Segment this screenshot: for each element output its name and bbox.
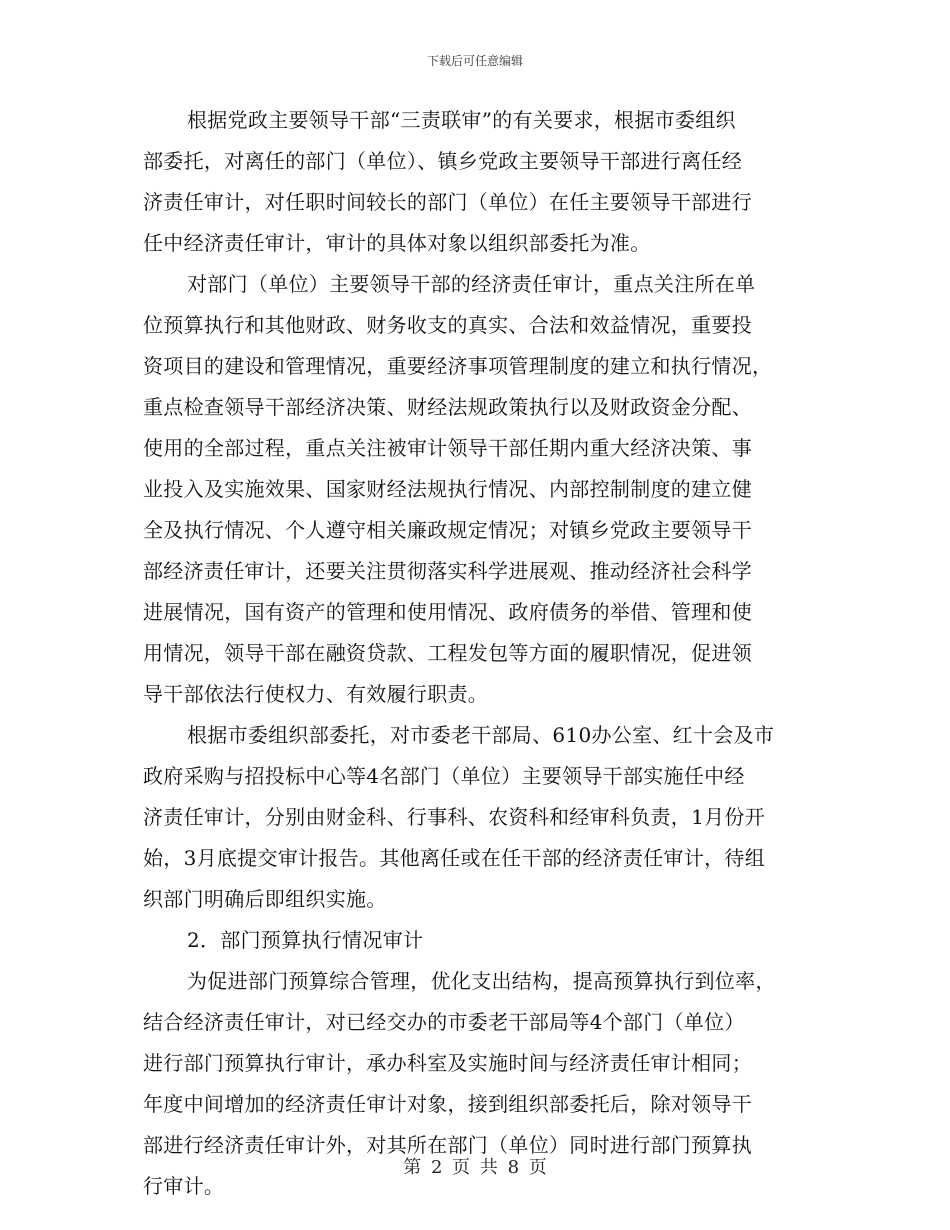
paragraph-line: 结合经济责任审计，对已经交办的市委老干部局等4个部门（单位） [143, 1010, 745, 1034]
page-number: 第 2 页 共 8 页 [403, 1157, 547, 1178]
document-body [143, 100, 813, 1207]
paragraph-line: 始，3月底提交审计报告。其他离任或在任干部的经济责任审计，待组 [143, 846, 766, 870]
paragraph-line: 业投入及实施效果、国家财经法规执行情况、内部控制制度的建立健 [143, 477, 752, 501]
paragraph-line: 部经济责任审计，还要关注贯彻落实科学进展观、推动经济社会科学 [143, 559, 752, 583]
paragraph-line: 进展情况，国有资产的管理和使用情况、政府债务的举借、管理和使 [143, 600, 752, 624]
paragraph-line: 位预算执行和其他财政、财务收支的真实、合法和效益情况，重要投 [143, 313, 752, 337]
paragraph-line: 政府采购与招投标中心等4名部门（单位）主要领导干部实施任中经 [143, 764, 745, 788]
paragraph-line: 行审计。 [143, 1174, 225, 1198]
paragraph-line: 为促进部门预算综合管理，优化支出结构，提高预算执行到位率， [187, 969, 776, 993]
paragraph-line: 任中经济责任审计，审计的具体对象以组织部委托为准。 [143, 231, 651, 255]
paragraph-line: 年度中间增加的经济责任审计对象，接到组织部委托后，除对领导干 [143, 1092, 752, 1116]
paragraph-line: 使用的全部过程，重点关注被审计领导干部任期内重大经济决策、事 [143, 436, 752, 460]
paragraph-line: 进行部门预算执行审计，承办科室及实施时间与经济责任审计相同； [143, 1051, 752, 1075]
paragraph-line: 重点检查领导干部经济决策、财经法规政策执行以及财政资金分配、 [143, 395, 752, 419]
paragraph-line: 部进行经济责任审计外，对其所在部门（单位）同时进行部门预算执 [143, 1133, 752, 1157]
paragraph-line: 对部门（单位）主要领导干部的经济责任审计，重点关注所在单 [187, 272, 756, 296]
paragraph-line: 根据党政主要领导干部“三责联审”的有关要求，根据市委组织 [187, 108, 736, 132]
paragraph-line: 济责任审计，分别由财金科、行事科、农资科和经审科负责，1月份开 [143, 805, 766, 829]
paragraph-line: 资项目的建设和管理情况，重要经济事项管理制度的建立和执行情况， [143, 354, 773, 378]
paragraph-line: 用情况，领导干部在融资贷款、工程发包等方面的履职情况，促进领 [143, 641, 752, 665]
section-heading: 2．部门预算执行情况审计 [187, 928, 424, 952]
paragraph-line: 济责任审计，对任职时间较长的部门（单位）在任主要领导干部进行 [143, 190, 752, 214]
paragraph-line: 根据市委组织部委托，对市委老干部局、610办公室、红十会及市 [187, 723, 775, 747]
paragraph-line: 部委托，对离任的部门（单位）、镇乡党政主要领导干部进行离任经 [143, 149, 742, 173]
page-header-note: 下载后可任意编辑 [426, 54, 523, 68]
paragraph-line: 织部门明确后即组织实施。 [143, 887, 387, 911]
paragraph-line: 导干部依法行使权力、有效履行职责。 [143, 682, 489, 706]
paragraph-line: 全及执行情况、个人遵守相关廉政规定情况；对镇乡党政主要领导干 [143, 518, 752, 542]
